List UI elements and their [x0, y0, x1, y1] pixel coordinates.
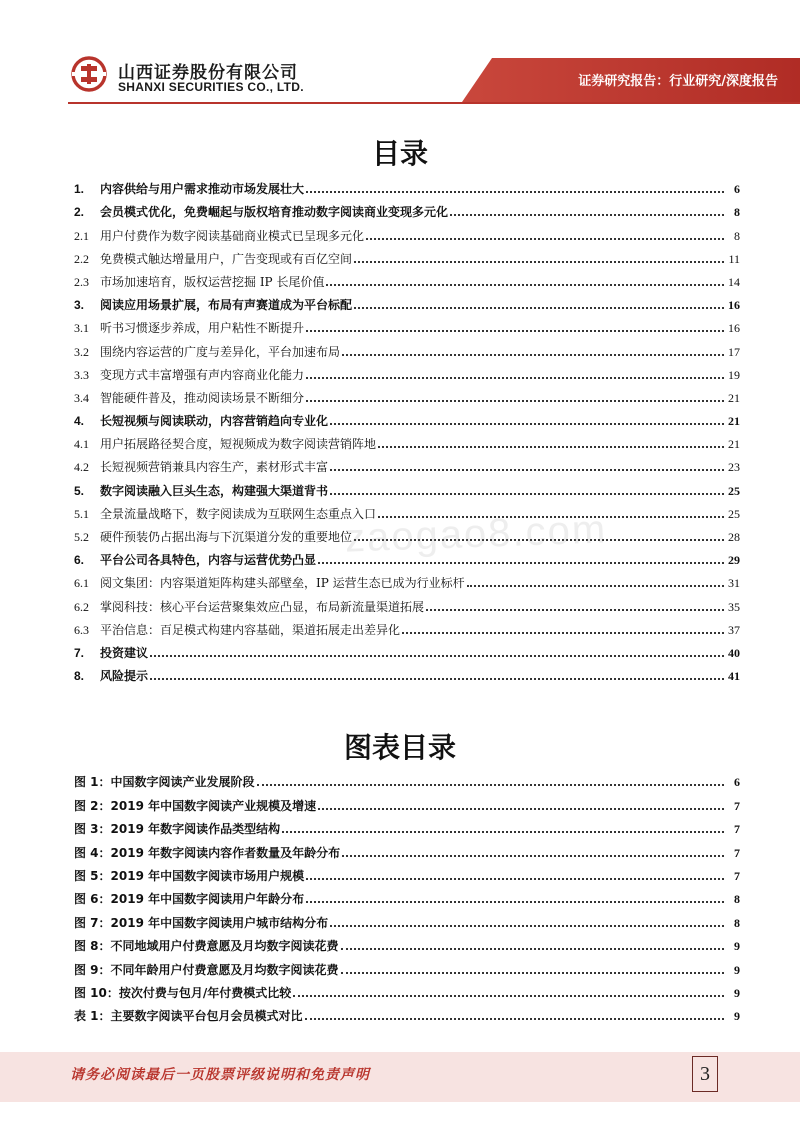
toc-entry-number: 3.1 — [74, 321, 89, 336]
toc-entry[interactable] — [74, 335, 740, 358]
dot-leader — [306, 400, 724, 402]
toc-entry-title: 阅文集团：内容渠道矩阵构建头部壁垒，IP 运营生态已成为行业标杆 — [100, 576, 465, 591]
toc-entry-number: 6.2 — [74, 599, 89, 614]
dot-leader — [402, 632, 724, 634]
toc-entry-page: 8 — [734, 228, 740, 243]
figure-entry-title: 2019 年数字阅读作品类型结构 — [110, 822, 281, 837]
toc-entry[interactable] — [74, 196, 740, 219]
dot-leader — [306, 377, 724, 379]
figure-entry-title: 中国数字阅读产业发展阶段 — [110, 775, 255, 790]
watermark: zaogao8.com — [344, 507, 608, 561]
toc-entry-title: 会员模式优化，免费崛起与版权培育推动数字阅读商业变现多元化 — [100, 205, 449, 220]
figure-entry-title: 主要数字阅读平台包月会员模式对比 — [110, 1009, 303, 1024]
shanxi-securities-logo — [70, 56, 110, 92]
toc-entry-number: 6.1 — [74, 576, 89, 591]
figure-entry[interactable] — [74, 860, 740, 883]
dot-leader — [330, 925, 724, 927]
figure-entry-label: 图 4： — [74, 845, 111, 860]
toc-entry-title: 全景流量战略下，数字阅读成为互联网生态重点入口 — [100, 506, 377, 521]
toc-entry[interactable] — [74, 289, 740, 312]
toc-entry[interactable] — [74, 312, 740, 335]
toc-entry-title: 免费模式触达增量用户，广告变现或有百亿空间 — [100, 251, 353, 266]
toc-entry-page: 6 — [734, 182, 740, 197]
toc-entry[interactable] — [74, 173, 740, 196]
figure-entry[interactable] — [74, 930, 740, 953]
figure-entry-label: 图 6： — [74, 892, 111, 907]
figure-entry-page: 6 — [734, 775, 740, 790]
figure-entry-label: 图 7： — [74, 915, 111, 930]
dot-leader — [282, 831, 724, 833]
dot-leader — [306, 330, 724, 332]
dot-leader — [354, 307, 724, 309]
toc-entry-page: 21 — [728, 390, 740, 405]
toc-entry-title: 用户拓展路径契合度，短视频成为数字阅读营销阵地 — [100, 437, 377, 452]
toc-entry-title: 数字阅读融入巨头生态，构建强大渠道背书 — [100, 483, 329, 498]
toc-entry-title: 长短视频与阅读联动，内容营销趋向专业化 — [100, 414, 329, 429]
toc-entry-number: 3. — [74, 298, 85, 313]
dot-leader — [330, 469, 724, 471]
figure-entry-title: 2019 年数字阅读内容作者数量及年龄分布 — [110, 845, 341, 860]
toc-entry-title: 掌阅科技：核心平台运营聚集效应凸显，布局新流量渠道拓展 — [100, 599, 425, 614]
toc-entry-page: 16 — [728, 321, 740, 336]
toc-entry-number: 4.2 — [74, 460, 89, 475]
figure-entry[interactable] — [74, 813, 740, 836]
dot-leader — [341, 972, 724, 974]
dot-leader — [341, 948, 724, 950]
dot-leader — [330, 423, 724, 425]
toc-entry-page: 23 — [728, 460, 740, 475]
toc-entry[interactable] — [74, 660, 740, 683]
toc-title: 目录 — [371, 137, 428, 170]
dot-leader — [342, 855, 724, 857]
disclaimer-notice: 请务必阅读最后一页股票评级说明和免责声明 — [70, 1067, 370, 1083]
figure-entry-title: 不同年龄用户付费意愿及月均数字阅读花费 — [110, 962, 339, 977]
toc-entry[interactable] — [74, 382, 740, 405]
toc-entry[interactable] — [74, 266, 740, 289]
figure-entry-label: 图 5： — [74, 868, 111, 883]
figure-entry-title: 按次付费与包月/年付费模式比较 — [118, 985, 292, 1000]
figure-entry-page: 8 — [734, 915, 740, 930]
dot-leader — [257, 784, 724, 786]
toc-entry-number: 3.2 — [74, 344, 89, 359]
toc-entry-page: 35 — [728, 599, 740, 614]
toc-entry[interactable] — [74, 474, 740, 497]
toc-entry-page: 28 — [728, 530, 740, 544]
dot-leader — [450, 214, 724, 216]
figure-list-title: 图表目录 — [343, 731, 456, 764]
dot-leader — [326, 284, 724, 286]
toc-entry-page: 25 — [728, 506, 740, 521]
figure-entry-page: 7 — [734, 798, 740, 813]
figure-entry-page: 7 — [734, 868, 740, 883]
dot-leader — [150, 678, 724, 680]
toc-entry-page: 40 — [728, 645, 740, 660]
figure-entry-label: 图 10： — [74, 985, 119, 1000]
toc-entry[interactable] — [74, 359, 740, 382]
toc-entry-title: 智能硬件普及，推动阅读场景不断细分 — [100, 390, 305, 405]
figure-entry-page: 8 — [734, 892, 740, 907]
toc-entry-title: 阅读应用场景扩展，布局有声赛道成为平台标配 — [100, 298, 353, 313]
toc-entry-title: 市场加速培育，版权运营挖掘 IP 长尾价值 — [100, 274, 325, 289]
dot-leader — [366, 238, 724, 240]
toc-entry[interactable] — [74, 243, 740, 266]
toc-entry-title: 听书习惯逐步养成，用户粘性不断提升 — [100, 321, 305, 336]
dot-leader — [426, 609, 724, 611]
page-header — [0, 0, 800, 110]
figure-entry[interactable] — [74, 906, 740, 929]
toc-entry-number: 5.1 — [74, 506, 89, 521]
figure-entry-label: 图 1： — [74, 775, 111, 790]
toc-entry-number: 2.3 — [74, 274, 89, 289]
company-name-cn: 山西证券股份有限公司 — [118, 63, 298, 83]
toc-entry[interactable] — [74, 219, 740, 242]
toc-entry-page: 41 — [728, 669, 740, 684]
dot-leader — [467, 585, 724, 587]
dot-leader — [293, 995, 724, 997]
figure-entry[interactable] — [74, 766, 740, 789]
toc-entry-number: 2. — [74, 205, 85, 220]
dot-leader — [305, 1018, 724, 1020]
figure-entry-label: 图 9： — [74, 962, 111, 977]
figure-entry[interactable] — [74, 977, 740, 1000]
toc-entry-page: 21 — [728, 437, 740, 452]
toc-entry-title: 长短视频营销兼具内容生产，素材形式丰富 — [100, 460, 329, 475]
dot-leader — [330, 493, 724, 495]
page-number: 3 — [692, 1056, 718, 1092]
toc-entry-title: 平治信息：百足模式构建内容基础，渠道拓展走出差异化 — [100, 622, 401, 637]
figure-entry-label: 表 1： — [74, 1009, 111, 1024]
toc-entry-number: 4.1 — [74, 437, 89, 452]
report-type-label: 证券研究报告：行业研究/深度报告 — [578, 74, 778, 89]
toc-entry-number: 2.2 — [74, 251, 89, 266]
toc-entry-title: 投资建议 — [100, 645, 149, 660]
toc-entry-page: 16 — [728, 298, 740, 313]
dot-leader — [150, 655, 724, 657]
toc-entry[interactable] — [74, 428, 740, 451]
figure-entry[interactable] — [74, 883, 740, 906]
toc-entry-number: 2.1 — [74, 228, 89, 243]
figure-entry[interactable] — [74, 836, 740, 859]
figure-entry-label: 图 2： — [74, 798, 111, 813]
toc-entry-number: 6.3 — [74, 622, 89, 637]
figure-entry-label: 图 3： — [74, 822, 111, 837]
toc-entry-page: 37 — [728, 622, 740, 637]
toc-entry-number: 3.3 — [74, 367, 89, 382]
figure-entry-title: 2019 年中国数字阅读产业规模及增速 — [110, 798, 317, 813]
figure-entry[interactable] — [74, 1000, 740, 1023]
toc-entry-number: 6. — [74, 553, 85, 568]
toc-entry-page: 19 — [728, 367, 740, 382]
toc-entry-title: 内容供给与用户需求推动市场发展壮大 — [100, 182, 305, 197]
toc-entry-page: 21 — [728, 414, 740, 429]
toc-entry-number: 1. — [74, 182, 85, 197]
toc-list — [74, 173, 740, 683]
toc-entry-title: 用户付费作为数字阅读基础商业模式已呈现多元化 — [100, 228, 365, 243]
toc-entry-page: 31 — [728, 576, 740, 591]
figure-entry-page: 9 — [734, 939, 740, 954]
toc-entry-title: 硬件预装仍占据出海与下沉渠道分发的重要地位 — [100, 530, 353, 544]
toc-entry[interactable] — [74, 567, 740, 590]
toc-entry-title: 平台公司各具特色，内容与运营优势凸显 — [100, 553, 317, 568]
figure-list — [74, 766, 740, 1023]
dot-leader — [354, 261, 724, 263]
company-name-en: SHANXI SECURITIES CO., LTD. — [118, 80, 304, 94]
toc-entry-page: 11 — [728, 251, 740, 266]
figure-entry-title: 2019 年中国数字阅读市场用户规模 — [110, 868, 305, 883]
toc-entry-title: 变现方式丰富增强有声内容商业化能力 — [100, 367, 305, 382]
dot-leader — [306, 191, 724, 193]
figure-entry-page: 9 — [734, 985, 740, 1000]
toc-entry-title: 围绕内容运营的广度与差异化，平台加速布局 — [100, 344, 341, 359]
toc-entry-title: 风险提示 — [100, 669, 149, 684]
toc-entry-number: 8. — [74, 669, 85, 684]
toc-entry-page: 29 — [728, 553, 740, 568]
dot-leader — [318, 808, 724, 810]
figure-entry-label: 图 8： — [74, 939, 111, 954]
toc-entry[interactable] — [74, 405, 740, 428]
figure-entry-title: 2019 年中国数字阅读用户城市结构分布 — [110, 915, 329, 930]
figure-entry[interactable] — [74, 789, 740, 812]
figure-entry-page: 7 — [734, 845, 740, 860]
toc-entry[interactable] — [74, 637, 740, 660]
dot-leader — [306, 878, 724, 880]
toc-entry-number: 3.4 — [74, 390, 89, 405]
figure-entry[interactable] — [74, 953, 740, 976]
header-divider — [68, 102, 800, 104]
figure-entry-page: 9 — [734, 1009, 740, 1024]
toc-entry-number: 4. — [74, 414, 85, 429]
dot-leader — [318, 562, 724, 564]
toc-entry-page: 25 — [728, 483, 740, 498]
figure-entry-title: 2019 年中国数字阅读用户年龄分布 — [110, 892, 305, 907]
dot-leader — [306, 901, 724, 903]
dot-leader — [342, 354, 724, 356]
dot-leader — [378, 446, 724, 448]
toc-entry-page: 17 — [728, 344, 740, 359]
toc-entry[interactable] — [74, 614, 740, 637]
toc-entry-number: 7. — [74, 645, 85, 660]
toc-entry[interactable] — [74, 590, 740, 613]
toc-entry[interactable] — [74, 451, 740, 474]
toc-entry-number: 5. — [74, 483, 85, 498]
toc-entry-page: 14 — [728, 274, 740, 289]
toc-entry-page: 8 — [734, 205, 740, 220]
figure-entry-page: 9 — [734, 962, 740, 977]
figure-entry-title: 不同地域用户付费意愿及月均数字阅读花费 — [110, 939, 339, 954]
figure-entry-page: 7 — [734, 822, 740, 837]
toc-entry-number: 5.2 — [74, 530, 89, 544]
